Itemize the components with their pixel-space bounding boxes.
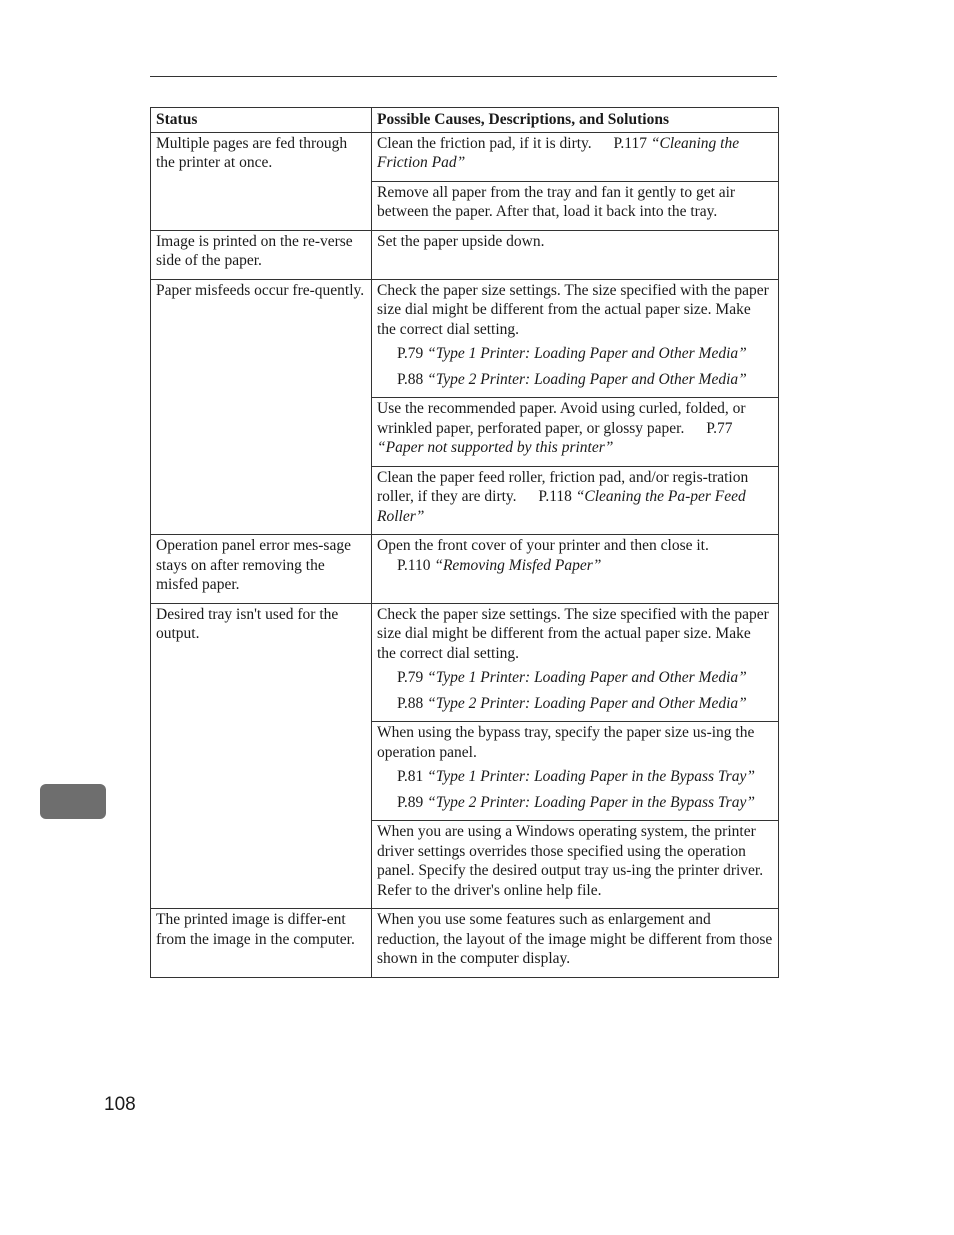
status-cell: The printed image is differ-ent from the image in the computer. (151, 909, 372, 978)
solution-cell (372, 722, 779, 821)
cross-reference: P.88 “Type 2 Printer: Loading Paper and Other Media” (397, 694, 747, 712)
status-cell: Paper misfeeds occur fre-quently. (151, 279, 372, 535)
table-header-row (151, 108, 779, 133)
table-row (151, 535, 779, 604)
solution-cell (372, 398, 779, 467)
solution-text: Open the front cover of your printer and then close it. (377, 537, 709, 554)
solution-cell (372, 821, 779, 909)
cross-reference: P.81 “Type 1 Printer: Loading Paper in the Bypass Tray” (397, 768, 755, 785)
chapter-tab-marker (40, 784, 106, 819)
table-row (151, 603, 779, 722)
header-rule (150, 76, 777, 77)
status-cell: Image is printed on the re-verse side of the paper. (151, 230, 372, 279)
solution-text: Remove all paper from the tray and fan it gently to get air between the paper. After that, load it back into the tray. (377, 183, 736, 220)
cross-reference: P.88 “Type 2 Printer: Loading Paper and Other Media” (397, 370, 747, 388)
solution-cell (372, 279, 779, 398)
solution-cell (372, 132, 779, 181)
table-row (151, 132, 779, 181)
ref-page: P.118 (538, 488, 572, 505)
status-cell: Operation panel error mes-sage stays on after removing the misfed paper. (151, 535, 372, 604)
page-number: 108 (104, 1094, 136, 1115)
solution-cell (372, 909, 779, 978)
solution-text: Check the paper size settings. The size specified with the paper size dial might be different from the actual paper size. Make the correct dial setting. (377, 605, 769, 662)
solution-text: Use the recommended paper. Avoid using curled, folded, or wrinkled paper, perforated paper, or glossy paper. (377, 400, 746, 437)
causes-column-header: Possible Causes, Descriptions, and Solutions (372, 108, 779, 133)
troubleshooting-table (150, 107, 779, 978)
table-row (151, 909, 779, 978)
cross-reference: P.79 “Type 1 Printer: Loading Paper and Other Media” (397, 345, 747, 362)
solution-text: When using the bypass tray, specify the paper size us-ing the operation panel. (377, 724, 755, 761)
cross-reference: P.79 “Type 1 Printer: Loading Paper and Other Media” (397, 669, 747, 686)
solution-text: Clean the paper feed roller, friction pad, and/or regis-tration roller, if they are dirty. (377, 468, 749, 505)
cross-reference: P.89 “Type 2 Printer: Loading Paper in the Bypass Tray” (397, 793, 755, 811)
solution-text: When you use some features such as enlargement and reduction, the layout of the image might be different from those shown in the computer display. (377, 911, 773, 967)
status-cell: Desired tray isn't used for the output. (151, 603, 372, 909)
ref-page: P.117 (613, 134, 647, 152)
ref-title: “Paper not supported by this printer” (377, 439, 614, 456)
table-row (151, 230, 779, 279)
cross-reference: P.110 “Removing Misfed Paper” (397, 556, 602, 574)
solution-text: Check the paper size settings. The size specified with the paper size dial might be different from the actual paper size. Make the correct dial setting. (377, 281, 769, 338)
ref-title: “Cleaning the Friction Pad” (377, 134, 740, 171)
solution-text: When you are using a Windows operating system, the printer driver settings overrides those specified using the operation panel. Specify the desired output tray us-ing the printer driver. Refer to the driver's online help file. (377, 823, 764, 899)
solution-cell (372, 466, 779, 535)
solution-text: Set the paper upside down. (377, 232, 545, 250)
solution-cell (372, 181, 779, 230)
table-row (151, 279, 779, 398)
solution-cell (372, 535, 779, 604)
status-column-header: Status (151, 108, 372, 133)
solution-text: Clean the friction pad, if it is dirty. (377, 134, 592, 152)
ref-title: “Cleaning the Pa-per Feed Roller” (377, 488, 746, 525)
ref-page: P.77 (706, 419, 733, 437)
solution-cell (372, 603, 779, 722)
status-cell: Multiple pages are fed through the printer at once. (151, 132, 372, 230)
solution-cell (372, 230, 779, 279)
